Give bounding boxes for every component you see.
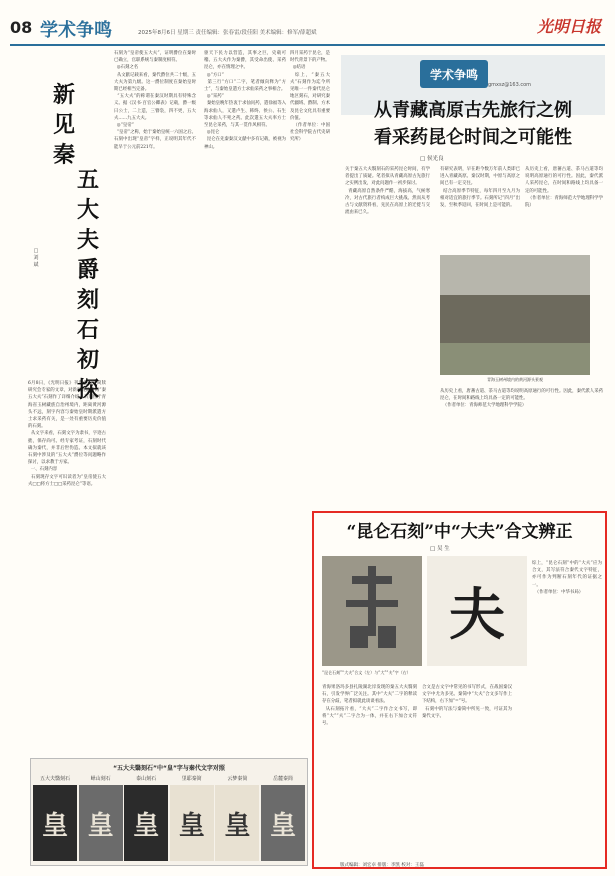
title-char: 石 [76, 317, 99, 343]
strip-labels [33, 775, 305, 782]
boxed-article-title: “昆仑石刻”中“大夫”合文辨正 [346, 522, 573, 542]
glyph-comparison-strip [30, 758, 308, 866]
header-rule [10, 44, 605, 46]
author-char: 刘 [33, 255, 39, 261]
newspaper-logo: 光明日报 [536, 17, 601, 36]
rubbing-stroke [378, 626, 396, 648]
title-char: 夫 [76, 227, 99, 253]
issue-meta: 2025年8月6日 星期三 责任编辑：张春雷/段佳阳 美术编辑：修军/薛超斌 [138, 30, 317, 36]
rubbing-image [322, 556, 422, 666]
title-char: 爵 [76, 257, 99, 283]
title-char: 五 [76, 167, 99, 193]
strip-tiles [33, 785, 305, 861]
page-number: 08 [10, 18, 33, 37]
strip-label: 泰山刻石 [136, 776, 157, 782]
photo-grass [440, 343, 590, 375]
boxed-article-author: □ 吴 生 [430, 546, 450, 552]
left-article-author [31, 248, 41, 268]
strip-label: 峄山刻石 [90, 776, 111, 782]
title-char: 秦 [52, 142, 75, 168]
glyph-tile: 皇 [170, 785, 214, 861]
right-article-title-line1: 从青藏高原古先旅行之例 [374, 100, 572, 121]
left-article-col2: 石刻为“皇帝使五大夫”，证明爵位在秦时已确立，官职系统与秦制度相符。 ◎石刻之名 从文献记载来看，秦代爵位共二十级，五大夫为第九级。这一爵位制度在秦始皇时期已经相当完备。 “五大夫”的称谓在秦汉时期具有特殊含义。据《汉书·百官公卿表》记载，爵一级曰公士，二上造，三簪袅，四不更，五大夫……九五大夫。 ◎“皇帝” “皇帝”之称，始于秦始皇统一六国之后。石刻中出现“皇帝”字样，正说明其年代不能早于公元前221年。 [114, 51, 196, 150]
boxed-article-col3: 综上，“昆仑石刻”中的“大夫”应为合文，其写法符合秦代文字特征，亦可作为判断石刻年代的证据之一。 （作者单位：中华书局） [532, 561, 602, 595]
boxed-article-col2: 合文是古文字中常见的书写形式，在战国秦汉文字中尤为多见。秦简中“大夫”合文多写作上下结构，右下加“=”号。 石刻中的写法与秦简中所见一致，可证其为秦代文字。 [422, 685, 512, 719]
right-article-col3: 从历史上看，唐蕃古道、茶马古道等均说明高原通行的可行性。因此，秦代派人采药昆仑，在时间和路线上均具备一定的可能性。 （作者单位：青海师范大学地理科学学院） [440, 389, 603, 409]
photo-mountain [440, 295, 590, 345]
right-article-col2b: 从历史上看，唐蕃古道、茶马古道等均说明高原通行的可行性。因此，秦代派人采药昆仑，在时间和路线上均具备一定的可能性。 （作者单位：青海师范大学地理科学学院） [525, 167, 603, 209]
title-char: 大 [76, 197, 99, 223]
strip-label: 云梦秦简 [227, 776, 248, 782]
left-article-col3: 驱天下民力以营造，其事之巨，史载可稽。五大夫作为秦爵，其受命出使、采药昆仑，亦在情理之中。 ◎“方口” 第三行“方口”二字，笔者倾向释为“方士”，与秦始皇遣方士求仙采药之事相合。 ◎“采药” 秦始皇晚年热衷于求仙问药，遣徐福等入海求仙人，又遣卢生、韩终、侯公、石生等求仙人不死之药。此次遣五大夫率方士至昆仑采药，与其一贯作风相符。 ◎昆仑 昆仑在先秦秦汉文献中多有记载，被视为神山。 [204, 51, 286, 150]
column-stamp: 学术争鸣 [420, 60, 488, 88]
glyph-tile: 皇 [33, 785, 77, 861]
strip-title: “五大夫翳刻石”中“皇”字与秦代文字对照 [113, 765, 225, 772]
boxed-article-col1: 青海果洛玛多县扎陵湖北岸发现的秦五大夫翳刻石，引发学界广泛关注。其中“大夫”二字的释读存在分歧，笔者拟就此谈谈看法。 从石刻拓片看，“大夫”二字作合文书写，即将“大”“夫”二字合为一体，并在右下加合文符号。 [322, 685, 417, 727]
strip-label: 五大夫翳刻石 [39, 776, 70, 782]
left-article-col4: 四月采药于昆仑，是时代背景下的产物。 ◎结语 综上，“秦五大夫”石刻作为迄今所见唯一一件秦代昆仑地区刻石，对研究秦代疆域、爵制、方术及昆仑文化具有重要价值。 （作者单位：中国社会科学院古代史研究所） [290, 51, 330, 143]
glyph-image: 夫 [427, 556, 527, 666]
glyph-tile: 皇 [215, 785, 259, 861]
rubbing-stroke [350, 626, 368, 648]
title-char: 新 [52, 82, 75, 108]
page-header [0, 0, 615, 46]
rubbing-stroke [346, 600, 398, 607]
title-char: 刻 [76, 287, 99, 313]
page-footer: 版式编辑：刘宏卓 排版：李凯 校对：王磊 [340, 863, 424, 868]
author-char: 斌 [33, 262, 39, 268]
right-article-title-line2: 看采药昆仑时间之可能性 [374, 127, 572, 148]
glyph-tile: 皇 [124, 785, 168, 861]
left-article-title-col2 [76, 165, 100, 475]
strip-label: 岳麓秦简 [272, 776, 293, 782]
boxed-image-caption: “昆仑石刻”“大夫”合文（左）与“大”“夫”字（右） [322, 670, 411, 675]
landscape-photo [440, 255, 590, 375]
title-char: 探 [76, 377, 99, 403]
photo-caption: 青海玉树州境内的黄河源头景观 [487, 377, 543, 382]
section-title: 学术争鸣 [40, 20, 112, 41]
right-article-col2a: 有研究表明，早在距今数万年前人类即已进入青藏高原。秦汉时期，中原与高原之间已有一定交往。 结合高原季节特征，每年四月至九月为相对适宜的旅行季节。石刻所记“四月”出发，至秋季返回，在时间上是可能的。 [440, 167, 520, 209]
title-char: 初 [76, 347, 99, 373]
glyph-tile: 皇 [79, 785, 123, 861]
right-article-col1: 关于秦五大夫翳刻石的采药昆仑时间，有学者提出了质疑。笔者拟从青藏高原古先旅行之实例出发，对此问题作一初步探讨。 青藏高原自然条件严酷，海拔高，气候寒冷，对古代旅行者构成巨大挑战。然而从考古与文献资料看，先民在高原上的迁徙与交流由来已久。 [345, 167, 430, 216]
glyph-tile: 皇 [261, 785, 305, 861]
left-article-col1: 6月8日，《光明日报》刊发全国秦简牍研究会专家的文章，对新发现的青海“秦五大夫”石刻作了详细介绍。石刻位于青海省玉树藏族自治州境内，距离黄河源头不远，刻字内容与秦始皇时期派遣方士求采药有关，是一处有重要历史价值的石刻。 从文字来看，石刻文字为隶书，字迹古拙，保存尚可。经专家考证，石刻时代确为秦代，并非后世伪造。本文拟就该石刻中涉及的“五大夫”爵位等问题略作探讨，以求教于方家。 一、石刻内容 石刻现存文字可识读者为“皇帝使五大夫□□将方士□□采药昆仑”等语。 [28, 381, 106, 487]
title-char: 见 [52, 112, 75, 138]
author-char: □ [33, 248, 39, 254]
left-article-title [50, 80, 78, 380]
column-email: gmxsz@163.com [488, 82, 532, 88]
right-article-author: □ 侯光良 [420, 156, 444, 162]
strip-label: 里耶秦简 [181, 776, 202, 782]
